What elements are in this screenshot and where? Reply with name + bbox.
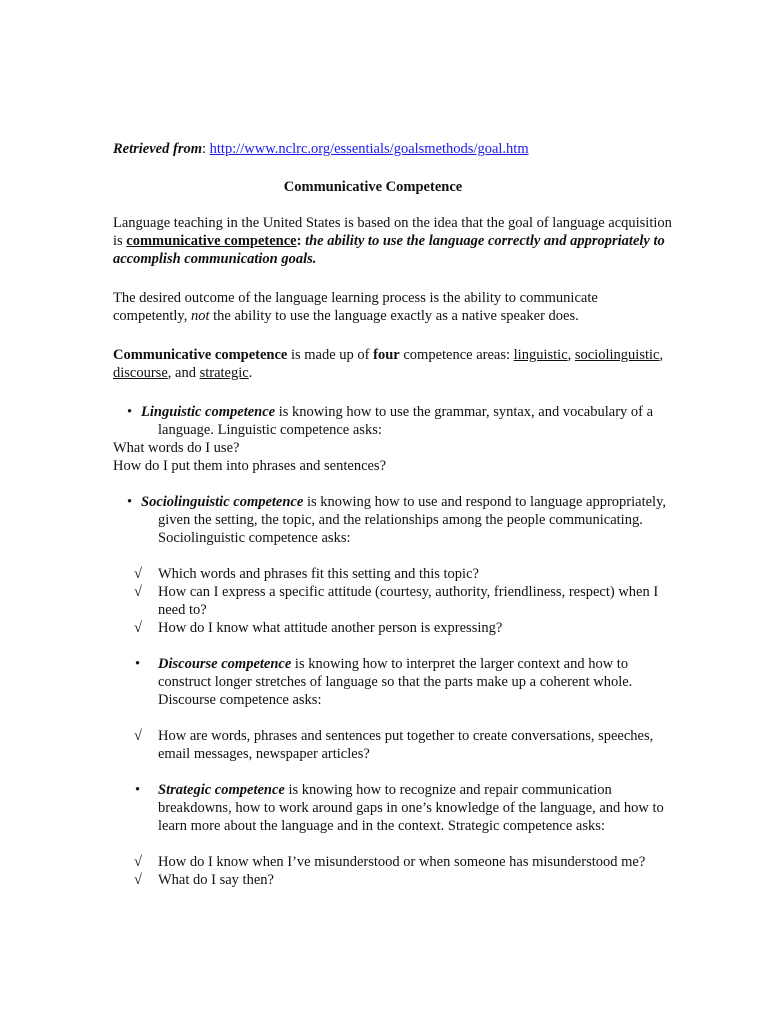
- area-sociolinguistic: sociolinguistic: [574, 347, 660, 363]
- linguistic-question-1: What words do I use?: [113, 440, 240, 456]
- bullet-icon: •: [135, 656, 141, 672]
- source-separator: :: [202, 141, 207, 157]
- outcome-text-2: the ability to use the language exactly as a native speaker does.: [209, 308, 579, 324]
- intro-term: communicative competence: [126, 233, 297, 249]
- areas-text-1: is made up of: [287, 347, 374, 363]
- areas-comma-2: ,: [659, 347, 664, 363]
- question-text: How do I know when I’ve misunderstood or when someone has misunderstood me?: [158, 854, 646, 870]
- question-text: How do I know what attitude another person is expressing?: [158, 620, 503, 636]
- sociolinguistic-question: [113, 619, 673, 637]
- source-label: Retrieved from: [113, 141, 202, 157]
- bullet-icon: •: [127, 404, 133, 420]
- document-title: Communicative Competence: [283, 179, 463, 195]
- strategic-term: Strategic competence: [158, 782, 285, 798]
- area-discourse: discourse: [113, 365, 168, 381]
- area-strategic: strategic: [199, 365, 249, 381]
- linguistic-question-2: How do I put them into phrases and sentences?: [113, 458, 387, 474]
- areas-and: , and: [167, 365, 200, 381]
- strategic-question: [113, 871, 673, 889]
- document-page: [113, 140, 673, 889]
- sociolinguistic-text: is knowing how to use and respond to language appropriately, given the setting, the topic, and the relationships among the people communicating. Sociolinguistic competence asks:: [158, 494, 667, 546]
- linguistic-item: [113, 403, 673, 439]
- sociolinguistic-term: Sociolinguistic competence: [141, 494, 304, 510]
- sociolinguistic-question: [113, 565, 673, 583]
- linguistic-term: Linguistic competence: [141, 404, 276, 420]
- areas-text-2: competence areas:: [399, 347, 514, 363]
- question-text: What do I say then?: [158, 872, 274, 888]
- discourse-questions: [113, 727, 673, 763]
- sociolinguistic-question: [113, 583, 673, 619]
- sociolinguistic-item: [113, 493, 673, 547]
- source-line: [113, 140, 673, 158]
- discourse-text: is knowing how to interpret the larger context and how to construct longer stretches of language so that the parts make up a coherent whole. Discourse competence asks:: [158, 656, 633, 708]
- areas-paragraph: [113, 346, 673, 382]
- strategic-item: [113, 781, 673, 835]
- source-link[interactable]: http://www.nclrc.org/essentials/goalsmethods/goal.htm: [209, 141, 529, 157]
- intro-text: Language teaching in the United States is based on the idea that the goal of language acquisition is: [113, 215, 672, 249]
- checkmark-icon: √: [134, 854, 142, 870]
- areas-four: four: [373, 347, 400, 363]
- outcome-paragraph: [113, 289, 673, 325]
- intro-colon: :: [296, 233, 302, 249]
- area-linguistic: linguistic: [513, 347, 568, 363]
- intro-paragraph: [113, 214, 673, 268]
- discourse-question: [113, 727, 673, 763]
- checkmark-icon: √: [134, 620, 142, 636]
- checkmark-icon: √: [134, 728, 142, 744]
- outcome-not: not: [190, 308, 210, 324]
- outcome-text-1: The desired outcome of the language learning process is the ability to communicate competently,: [113, 290, 598, 324]
- discourse-item: [113, 655, 673, 709]
- checkmark-icon: √: [134, 584, 142, 600]
- areas-period: .: [248, 365, 253, 381]
- strategic-question: [113, 853, 673, 871]
- strategic-questions: [113, 853, 673, 889]
- question-text: How can I express a specific attitude (courtesy, authority, friendliness, respect) when I need to?: [158, 584, 659, 618]
- checkmark-icon: √: [134, 566, 142, 582]
- areas-comma-1: ,: [567, 347, 575, 363]
- intro-definition: the ability to use the language correctly and appropriately to accomplish communication goals.: [113, 233, 665, 267]
- areas-term: Communicative competence: [113, 347, 288, 363]
- checkmark-icon: √: [134, 872, 142, 888]
- bullet-icon: •: [127, 494, 133, 510]
- bullet-icon: •: [135, 782, 141, 798]
- strategic-text: is knowing how to recognize and repair communication breakdowns, how to work around gaps in one’s knowledge of the language, and how to learn more about the language and in the context. Strategic competence asks:: [158, 782, 664, 834]
- discourse-term: Discourse competence: [158, 656, 292, 672]
- sociolinguistic-questions: [113, 565, 673, 637]
- question-text: Which words and phrases fit this setting and this topic?: [158, 566, 479, 582]
- question-text: How are words, phrases and sentences put together to create conversations, speeches, email messages, newspaper articles?: [158, 728, 654, 762]
- linguistic-text: is knowing how to use the grammar, syntax, and vocabulary of a language. Linguistic competence asks:: [158, 404, 654, 438]
